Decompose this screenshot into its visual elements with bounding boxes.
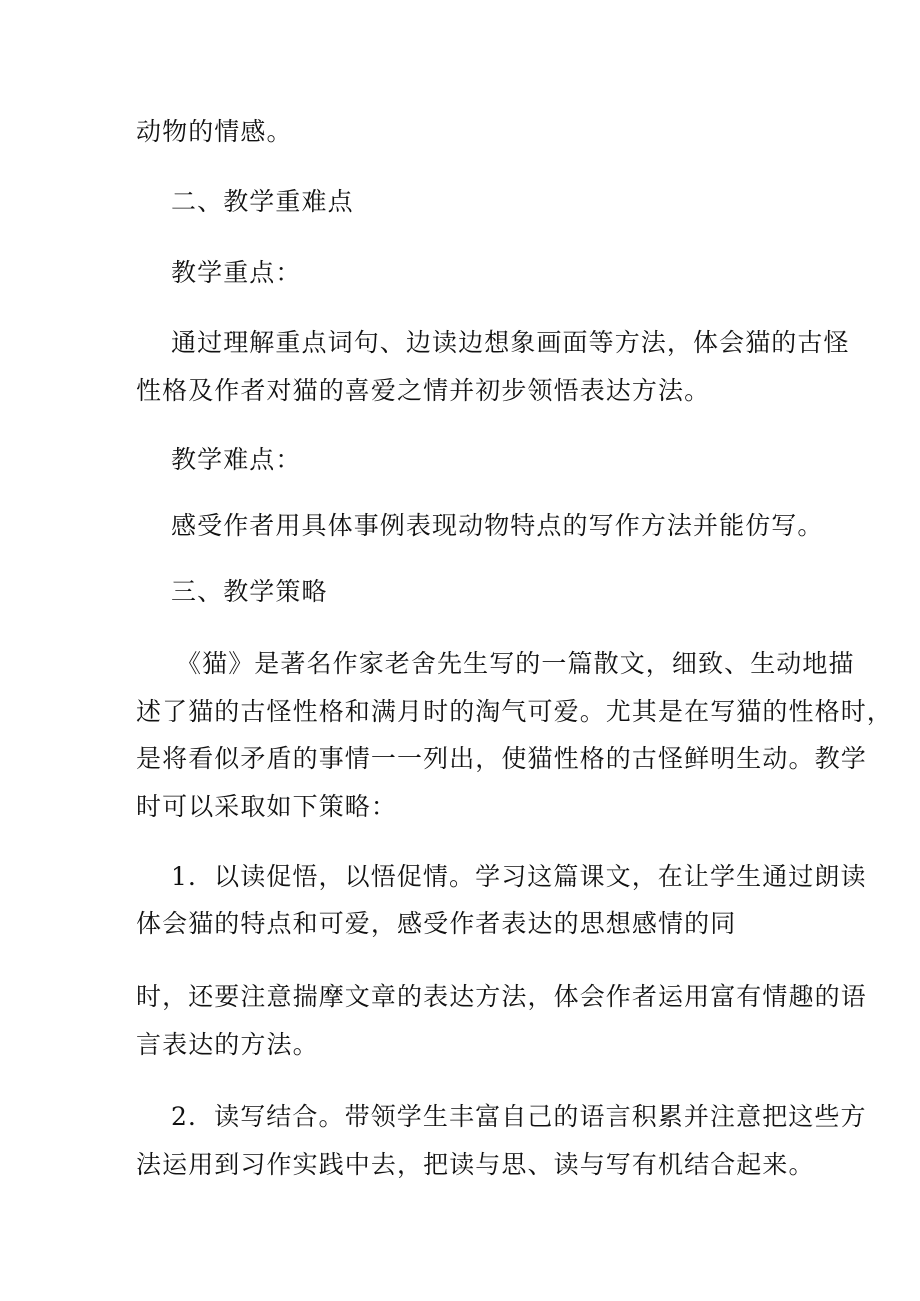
paragraph-line: 时可以采取如下策略：	[136, 792, 398, 821]
paragraph-line: 《猫》是著名作家老舍先生写的一篇散文，细致、生动地描	[176, 649, 855, 678]
paragraph-line: 1．以读促悟，以悟促情。学习这篇课文，在让学生通过朗读	[171, 862, 867, 891]
text-line: 动物的情感。	[136, 117, 293, 146]
subheading: 教学难点：	[171, 445, 302, 474]
paragraph-line: 2．读写结合。带领学生丰富自己的语言积累并注意把这些方	[171, 1102, 867, 1131]
paragraph-line: 言表达的方法。	[136, 1030, 319, 1059]
paragraph-line: 法运用到习作实践中去，把读与思、读与写有机结合起来。	[136, 1150, 815, 1179]
paragraph-line: 时，还要注意揣摩文章的表达方法，体会作者运用富有情趣的语	[136, 982, 867, 1011]
paragraph-line: 性格及作者对猫的喜爱之情并初步领悟表达方法。	[136, 376, 711, 405]
paragraph-line: 述了猫的古怪性格和满月时的淘气可爱。尤其是在写猫的性格时，	[136, 697, 893, 726]
paragraph-line: 是将看似矛盾的事情一一列出，使猫性格的古怪鲜明生动。教学	[136, 744, 867, 773]
subheading: 教学重点：	[171, 258, 302, 287]
paragraph-line: 体会猫的特点和可爱，感受作者表达的思想感情的同	[136, 909, 737, 938]
section-heading: 二、教学重难点	[171, 187, 354, 216]
paragraph-line: 感受作者用具体事例表现动物特点的写作方法并能仿写。	[171, 511, 824, 540]
section-heading: 三、教学策略	[171, 577, 328, 606]
paragraph-line: 通过理解重点词句、边读边想象画面等方法，体会猫的古怪	[171, 328, 850, 357]
